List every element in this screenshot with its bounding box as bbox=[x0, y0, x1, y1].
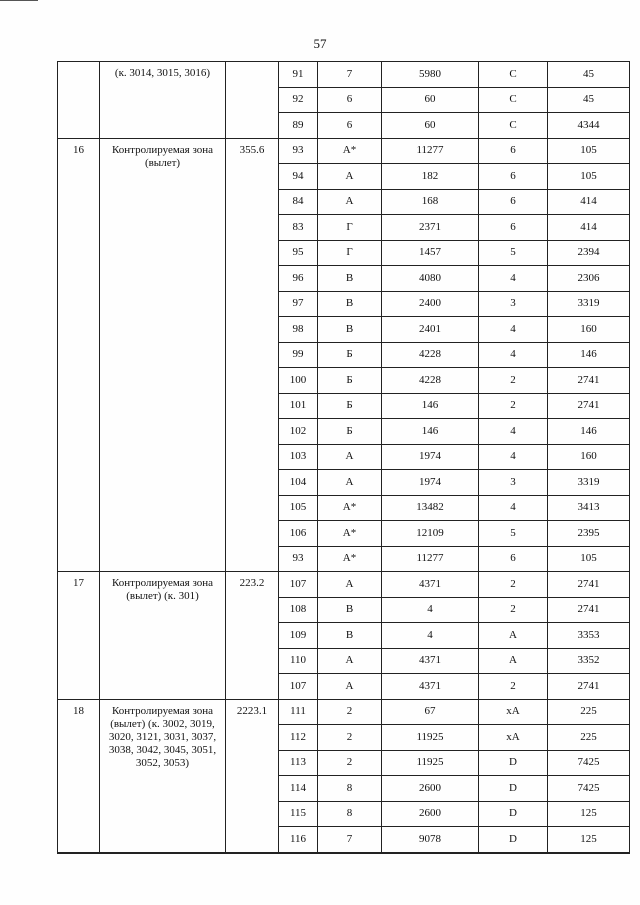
class-cell: 3 bbox=[479, 470, 548, 496]
distance-cell: 125 bbox=[548, 827, 630, 853]
distance-cell: 105 bbox=[548, 546, 630, 572]
zone-area-cell: 355.6 bbox=[226, 138, 279, 572]
category-cell: Г bbox=[318, 215, 382, 241]
point-cell: 84 bbox=[279, 189, 318, 215]
point-cell: 104 bbox=[279, 470, 318, 496]
zone-name-cell: (к. 3014, 3015, 3016) bbox=[100, 62, 226, 139]
value-cell: 67 bbox=[382, 699, 479, 725]
class-cell: 6 bbox=[479, 189, 548, 215]
class-cell: D bbox=[479, 801, 548, 827]
category-cell: A bbox=[318, 444, 382, 470]
distance-cell: 2394 bbox=[548, 240, 630, 266]
class-cell: D bbox=[479, 776, 548, 802]
zone-area-cell: 2223.1 bbox=[226, 699, 279, 853]
class-cell: 6 bbox=[479, 546, 548, 572]
zone-name-cell: Контролируемая зона (вылет) (к. 3002, 3019, 3020, 3121, 3031, 3037, 3038, 3042, 3045, 3051, 3052, 3053) bbox=[100, 699, 226, 853]
distance-cell: 225 bbox=[548, 725, 630, 751]
value-cell: 168 bbox=[382, 189, 479, 215]
point-cell: 94 bbox=[279, 164, 318, 190]
category-cell: 2 bbox=[318, 725, 382, 751]
page-number: 57 bbox=[313, 36, 327, 51]
distance-cell: 146 bbox=[548, 342, 630, 368]
point-cell: 107 bbox=[279, 572, 318, 598]
class-cell: xA bbox=[479, 699, 548, 725]
category-cell: A bbox=[318, 572, 382, 598]
distance-cell: 105 bbox=[548, 138, 630, 164]
table-row bbox=[58, 138, 630, 164]
point-cell: 98 bbox=[279, 317, 318, 343]
class-cell: 4 bbox=[479, 266, 548, 292]
point-cell: 114 bbox=[279, 776, 318, 802]
value-cell: 4080 bbox=[382, 266, 479, 292]
point-cell: 93 bbox=[279, 138, 318, 164]
distance-cell: 7425 bbox=[548, 750, 630, 776]
distance-cell: 2306 bbox=[548, 266, 630, 292]
category-cell: A* bbox=[318, 138, 382, 164]
distance-cell: 3413 bbox=[548, 495, 630, 521]
point-cell: 106 bbox=[279, 521, 318, 547]
category-cell: 7 bbox=[318, 827, 382, 853]
class-cell: 3 bbox=[479, 291, 548, 317]
category-cell: A bbox=[318, 189, 382, 215]
point-cell: 100 bbox=[279, 368, 318, 394]
value-cell: 2400 bbox=[382, 291, 479, 317]
class-cell: 4 bbox=[479, 317, 548, 343]
distance-cell: 3352 bbox=[548, 648, 630, 674]
category-cell: 6 bbox=[318, 113, 382, 139]
distance-cell: 160 bbox=[548, 444, 630, 470]
value-cell: 182 bbox=[382, 164, 479, 190]
category-cell: 6 bbox=[318, 87, 382, 113]
point-cell: 95 bbox=[279, 240, 318, 266]
value-cell: 5980 bbox=[382, 62, 479, 88]
zone-area-cell bbox=[226, 62, 279, 139]
distance-cell: 2741 bbox=[548, 368, 630, 394]
value-cell: 2401 bbox=[382, 317, 479, 343]
point-cell: 107 bbox=[279, 674, 318, 700]
zone-number-cell bbox=[58, 62, 100, 139]
category-cell: A* bbox=[318, 546, 382, 572]
point-cell: 105 bbox=[279, 495, 318, 521]
class-cell: 5 bbox=[479, 240, 548, 266]
category-cell: 8 bbox=[318, 801, 382, 827]
value-cell: 9078 bbox=[382, 827, 479, 853]
category-cell: 2 bbox=[318, 699, 382, 725]
category-cell: 2 bbox=[318, 750, 382, 776]
value-cell: 11925 bbox=[382, 725, 479, 751]
value-cell: 13482 bbox=[382, 495, 479, 521]
class-cell: A bbox=[479, 623, 548, 649]
class-cell: 4 bbox=[479, 419, 548, 445]
point-cell: 116 bbox=[279, 827, 318, 853]
category-cell: 7 bbox=[318, 62, 382, 88]
category-cell: B bbox=[318, 317, 382, 343]
point-cell: 102 bbox=[279, 419, 318, 445]
point-cell: 109 bbox=[279, 623, 318, 649]
value-cell: 11925 bbox=[382, 750, 479, 776]
class-cell: 2 bbox=[479, 393, 548, 419]
class-cell: D bbox=[479, 827, 548, 853]
zone-number-cell: 17 bbox=[58, 572, 100, 700]
distance-cell: 2741 bbox=[548, 597, 630, 623]
zone-number-cell: 16 bbox=[58, 138, 100, 572]
zone-name-cell: Контролируемая зона (вылет) (к. 301) bbox=[100, 572, 226, 700]
value-cell: 4228 bbox=[382, 342, 479, 368]
category-cell: A bbox=[318, 648, 382, 674]
category-cell: A bbox=[318, 470, 382, 496]
class-cell: C bbox=[479, 113, 548, 139]
value-cell: 146 bbox=[382, 393, 479, 419]
point-cell: 96 bbox=[279, 266, 318, 292]
value-cell: 11277 bbox=[382, 546, 479, 572]
class-cell: 4 bbox=[479, 444, 548, 470]
distance-cell: 3353 bbox=[548, 623, 630, 649]
category-cell: Б bbox=[318, 393, 382, 419]
value-cell: 4 bbox=[382, 597, 479, 623]
category-cell: Б bbox=[318, 368, 382, 394]
point-cell: 93 bbox=[279, 546, 318, 572]
distance-cell: 225 bbox=[548, 699, 630, 725]
table-row bbox=[58, 62, 630, 88]
value-cell: 4371 bbox=[382, 648, 479, 674]
value-cell: 4371 bbox=[382, 572, 479, 598]
category-cell: B bbox=[318, 623, 382, 649]
value-cell: 2600 bbox=[382, 801, 479, 827]
class-cell: 6 bbox=[479, 215, 548, 241]
distance-cell: 160 bbox=[548, 317, 630, 343]
zone-area-cell: 223.2 bbox=[226, 572, 279, 700]
distance-cell: 414 bbox=[548, 215, 630, 241]
value-cell: 60 bbox=[382, 87, 479, 113]
category-cell: A bbox=[318, 164, 382, 190]
class-cell: 6 bbox=[479, 138, 548, 164]
distance-cell: 3319 bbox=[548, 291, 630, 317]
value-cell: 4371 bbox=[382, 674, 479, 700]
point-cell: 111 bbox=[279, 699, 318, 725]
point-cell: 92 bbox=[279, 87, 318, 113]
value-cell: 60 bbox=[382, 113, 479, 139]
class-cell: 2 bbox=[479, 368, 548, 394]
zones-table bbox=[57, 61, 630, 854]
class-cell: 4 bbox=[479, 342, 548, 368]
point-cell: 91 bbox=[279, 62, 318, 88]
point-cell: 112 bbox=[279, 725, 318, 751]
distance-cell: 2741 bbox=[548, 393, 630, 419]
category-cell: B bbox=[318, 291, 382, 317]
point-cell: 83 bbox=[279, 215, 318, 241]
distance-cell: 146 bbox=[548, 419, 630, 445]
class-cell: D bbox=[479, 750, 548, 776]
point-cell: 113 bbox=[279, 750, 318, 776]
point-cell: 99 bbox=[279, 342, 318, 368]
page-corner-mark bbox=[0, 0, 38, 13]
point-cell: 115 bbox=[279, 801, 318, 827]
point-cell: 103 bbox=[279, 444, 318, 470]
distance-cell: 125 bbox=[548, 801, 630, 827]
distance-cell: 45 bbox=[548, 87, 630, 113]
distance-cell: 414 bbox=[548, 189, 630, 215]
zone-number-cell: 18 bbox=[58, 699, 100, 853]
point-cell: 108 bbox=[279, 597, 318, 623]
value-cell: 1457 bbox=[382, 240, 479, 266]
class-cell: 2 bbox=[479, 597, 548, 623]
category-cell: Б bbox=[318, 419, 382, 445]
value-cell: 1974 bbox=[382, 444, 479, 470]
category-cell: B bbox=[318, 266, 382, 292]
value-cell: 1974 bbox=[382, 470, 479, 496]
distance-cell: 2741 bbox=[548, 572, 630, 598]
class-cell: xA bbox=[479, 725, 548, 751]
class-cell: 6 bbox=[479, 164, 548, 190]
point-cell: 89 bbox=[279, 113, 318, 139]
category-cell: A* bbox=[318, 495, 382, 521]
category-cell: 8 bbox=[318, 776, 382, 802]
class-cell: C bbox=[479, 87, 548, 113]
distance-cell: 3319 bbox=[548, 470, 630, 496]
value-cell: 4228 bbox=[382, 368, 479, 394]
class-cell: 4 bbox=[479, 495, 548, 521]
class-cell: 5 bbox=[479, 521, 548, 547]
category-cell: A* bbox=[318, 521, 382, 547]
value-cell: 12109 bbox=[382, 521, 479, 547]
distance-cell: 105 bbox=[548, 164, 630, 190]
point-cell: 101 bbox=[279, 393, 318, 419]
value-cell: 4 bbox=[382, 623, 479, 649]
category-cell: Г bbox=[318, 240, 382, 266]
distance-cell: 45 bbox=[548, 62, 630, 88]
class-cell: 2 bbox=[479, 572, 548, 598]
class-cell: A bbox=[479, 648, 548, 674]
class-cell: 2 bbox=[479, 674, 548, 700]
table-row bbox=[58, 699, 630, 725]
distance-cell: 2741 bbox=[548, 674, 630, 700]
value-cell: 11277 bbox=[382, 138, 479, 164]
category-cell: B bbox=[318, 597, 382, 623]
value-cell: 2600 bbox=[382, 776, 479, 802]
table-row bbox=[58, 572, 630, 598]
distance-cell: 4344 bbox=[548, 113, 630, 139]
category-cell: Б bbox=[318, 342, 382, 368]
distance-cell: 2395 bbox=[548, 521, 630, 547]
category-cell: A bbox=[318, 674, 382, 700]
zone-name-cell: Контролируемая зона (вылет) bbox=[100, 138, 226, 572]
value-cell: 2371 bbox=[382, 215, 479, 241]
distance-cell: 7425 bbox=[548, 776, 630, 802]
point-cell: 110 bbox=[279, 648, 318, 674]
value-cell: 146 bbox=[382, 419, 479, 445]
point-cell: 97 bbox=[279, 291, 318, 317]
class-cell: C bbox=[479, 62, 548, 88]
